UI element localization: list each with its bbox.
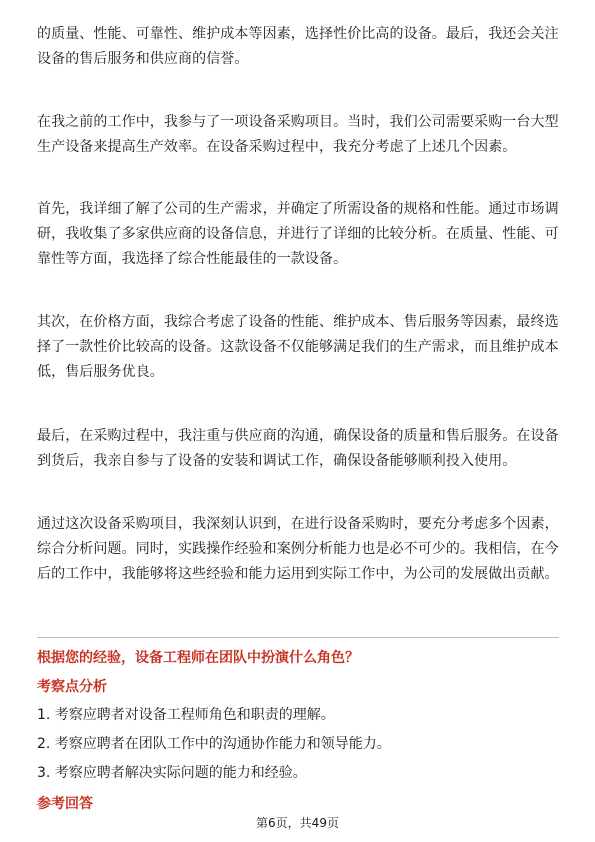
paragraph: 最后，在采购过程中，我注重与供应商的沟通，确保设备的质量和售后服务。在设备到货后，我亲自参与了设备的安装和调试工作，确保设备能够顺利投入使用。 bbox=[37, 428, 559, 469]
analysis-heading: 考察点分析 bbox=[37, 679, 107, 695]
analysis-point: 2. 考察应聘者在团队工作中的沟通协作能力和领导能力。 bbox=[37, 736, 391, 752]
answer-heading: 参考回答 bbox=[37, 796, 93, 812]
analysis-point: 1. 考察应聘者对设备工程师角色和职责的理解。 bbox=[37, 707, 335, 723]
paragraph: 首先，我详细了解了公司的生产需求，并确定了所需设备的规格和性能。通过市场调研，我收集了多家供应商的设备信息，并进行了详细的比较分析。在质量、性能、可靠性等方面，我选择了综合性能最佳的一款设备。 bbox=[37, 201, 559, 267]
question-heading: 根据您的经验，设备工程师在团队中扮演什么角色？ bbox=[37, 650, 359, 666]
paragraph: 的质量、性能、可靠性、维护成本等因素，选择性价比高的设备。最后，我还会关注设备的售后服务和供应商的信誉。 bbox=[37, 26, 559, 67]
paragraph: 其次，在价格方面，我综合考虑了设备的性能、维护成本、售后服务等因素，最终选择了一款性价比较高的设备。这款设备不仅能够满足我们的生产需求，而且维护成本低，售后服务优良。 bbox=[37, 314, 559, 380]
paragraph: 通过这次设备采购项目，我深刻认识到，在进行设备采购时，要充分考虑多个因素，综合分析问题。同时，实践操作经验和案例分析能力也是必不可少的。我相信，在今后的工作中，我能够将这些经验和能力运用到实际工作中，为公司的发展做出贡献。 bbox=[37, 516, 559, 582]
page-number: 第6页，共49页 bbox=[256, 816, 339, 830]
section-divider bbox=[37, 637, 559, 638]
analysis-point: 3. 考察应聘者解决实际问题的能力和经验。 bbox=[37, 765, 307, 781]
paragraph: 在我之前的工作中，我参与了一项设备采购项目。当时，我们公司需要采购一台大型生产设备来提高生产效率。在设备采购过程中，我充分考虑了上述几个因素。 bbox=[37, 114, 559, 155]
